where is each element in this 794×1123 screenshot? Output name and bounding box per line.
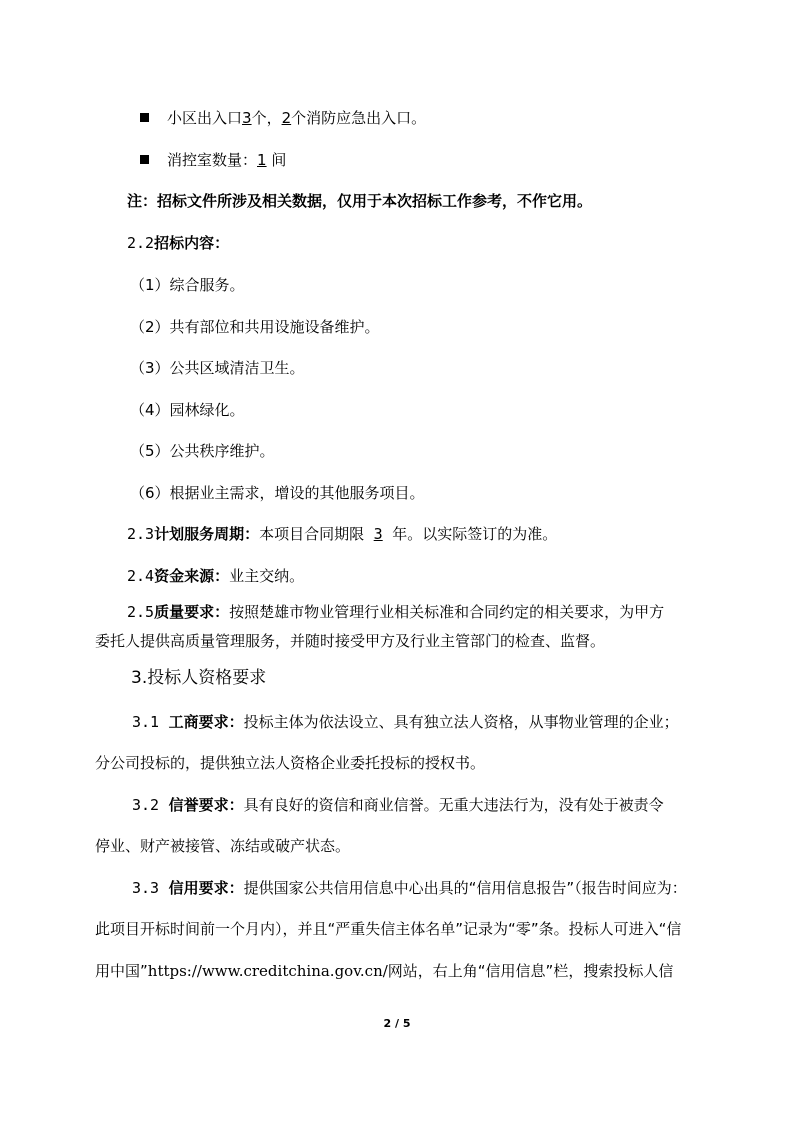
section-3-1: 3.1 工商要求：投标主体为依法设立、具有独立法人资格，从事物业管理的企业；	[132, 713, 679, 731]
list-item: （4）园林绿化。	[130, 401, 245, 419]
bullet-entrances: 小区出入口3个，2个消防应急出入口。	[140, 108, 426, 128]
section-3-3-cont: 此项目开标时间前一个月内），并且“严重失信主体名单”记录为“零”条。投标人可进入“信	[95, 920, 682, 938]
square-bullet-icon	[140, 113, 149, 122]
section-3-heading: 3.投标人资格要求	[131, 668, 267, 688]
list-item: （6）根据业主需求，增设的其他服务项目。	[130, 484, 425, 502]
square-bullet-icon	[140, 155, 149, 164]
section-2-3: 2.3计划服务周期：本项目合同期限 3 年。以实际签订的为准。	[127, 525, 558, 543]
section-2-5: 2.5质量要求：按照楚雄市物业管理行业相关标准和合同约定的相关要求，为甲方	[127, 603, 665, 621]
section-2-5-cont: 委托人提供高质量管理服务，并随时接受甲方及行业主管部门的检查、监督。	[95, 632, 606, 650]
list-item: （3）公共区域清洁卫生。	[130, 359, 305, 377]
section-3-2-cont: 停业、财产被接管、冻结或破产状态。	[95, 837, 351, 855]
section-2-2-heading: 2.2招标内容：	[127, 234, 230, 252]
section-3-2: 3.2 信誉要求：具有良好的资信和商业信誉。无重大违法行为，没有处于被责令	[132, 796, 664, 814]
list-item: （2）共有部位和共用设施设备维护。	[130, 318, 380, 336]
list-item: （5）公共秩序维护。	[130, 442, 275, 460]
section-3-3-cont2: 用中国”https://www.creditchina.gov.cn/网站，右上角“信用信息”栏，搜索投标人信	[95, 962, 674, 980]
section-2-4: 2.4资金来源：业主交纳。	[127, 567, 305, 585]
bullet-control-room: 消控室数量：1 间	[140, 150, 286, 170]
note: 注：招标文件所涉及相关数据，仅用于本次招标工作参考，不作它用。	[127, 192, 593, 210]
page-number: 2 / 5	[383, 1017, 411, 1030]
section-3-1-cont: 分公司投标的，提供独立法人资格企业委托投标的授权书。	[95, 754, 486, 772]
section-3-3: 3.3 信用要求：提供国家公共信用信息中心出具的“信用信息报告”（报告时间应为：	[132, 879, 687, 897]
creditchina-link: https://www.creditchina.gov.cn/	[147, 962, 388, 980]
list-item: （1）综合服务。	[130, 276, 245, 294]
